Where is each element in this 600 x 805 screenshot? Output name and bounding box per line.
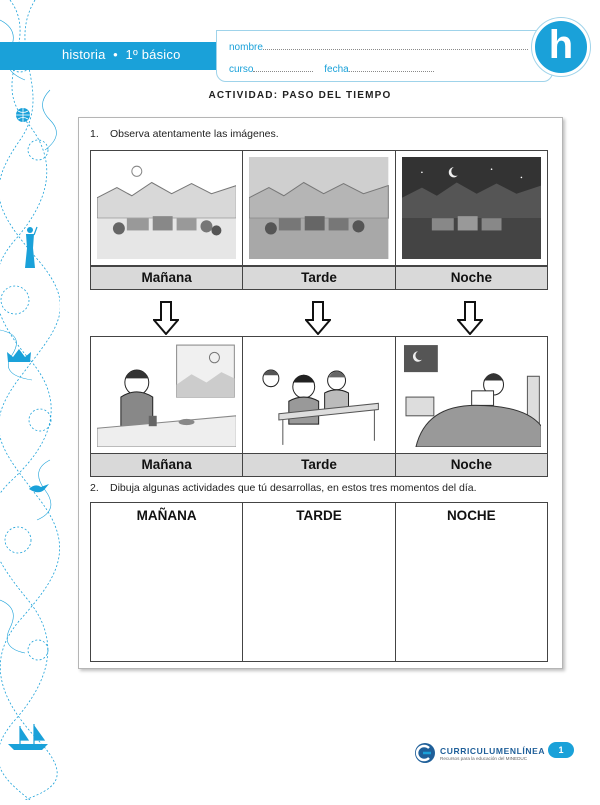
activity-label-night: Noche	[450, 457, 492, 472]
activity-grid	[90, 336, 548, 454]
question-2: 2. Dibuja algunas actividades que tú desarrollas, en estos tres momentos del día.	[90, 482, 477, 494]
activity-label-afternoon: Tarde	[243, 454, 395, 476]
down-arrow-icon	[153, 301, 179, 335]
draw-header-night: NOCHE	[446, 508, 496, 523]
subject-label: historia • 1º básico	[62, 47, 181, 62]
activity-title: ACTIVIDAD: PASO DEL TIEMPO	[208, 90, 392, 101]
children-studying-image	[249, 343, 388, 447]
landscape-grid	[90, 150, 548, 266]
course-label: curso	[229, 64, 254, 75]
label-afternoon: Tarde	[243, 267, 395, 289]
down-arrow-icon	[457, 301, 483, 335]
activity-labels	[90, 453, 548, 477]
drawing-table	[90, 502, 548, 662]
down-arrow-icon	[305, 301, 331, 335]
footer-brand: CURRICULUMENLÍNEA	[440, 745, 546, 756]
student-info-box	[216, 30, 553, 82]
activity-afternoon	[243, 337, 395, 453]
question-1: 1. Observa atentamente las imágenes.	[90, 128, 279, 140]
h-logo: h	[532, 18, 590, 76]
morning-landscape-image	[97, 157, 236, 259]
globe-icon	[15, 107, 31, 123]
draw-area-night[interactable]	[396, 503, 547, 661]
statue-icon	[22, 225, 38, 269]
arrow-row	[90, 301, 546, 335]
draw-area-afternoon[interactable]	[243, 503, 395, 661]
draw-header-afternoon: TARDE	[296, 508, 342, 523]
name-row[interactable]	[229, 41, 528, 53]
curriculum-logo	[414, 740, 545, 766]
bird-icon	[28, 482, 50, 494]
landscape-afternoon	[243, 151, 395, 265]
name-label: nombre	[229, 42, 263, 53]
landscape-night	[396, 151, 547, 265]
draw-area-morning[interactable]	[91, 503, 243, 661]
header-band	[0, 42, 238, 70]
boy-reading-in-bed-image	[402, 343, 541, 447]
crown-icon	[6, 348, 32, 364]
page-number: 1	[548, 742, 574, 758]
activity-night	[396, 337, 547, 453]
landscape-labels	[90, 266, 548, 290]
curriculum-logo-icon	[414, 742, 436, 764]
landscape-morning	[91, 151, 243, 265]
label-morning: Mañana	[91, 267, 243, 289]
draw-header-morning: MAÑANA	[136, 508, 197, 523]
course-date-row[interactable]	[229, 63, 434, 75]
label-night: Noche	[450, 270, 492, 285]
activity-morning	[91, 337, 243, 453]
date-label: fecha	[324, 64, 349, 75]
night-landscape-image	[402, 157, 541, 259]
ship-icon	[6, 722, 50, 752]
activity-label-morning: Mañana	[91, 454, 243, 476]
footer-tagline: Recursos para la educación del MINEDUC	[440, 755, 528, 761]
boy-breakfast-image	[97, 343, 236, 447]
afternoon-landscape-image	[249, 157, 388, 259]
